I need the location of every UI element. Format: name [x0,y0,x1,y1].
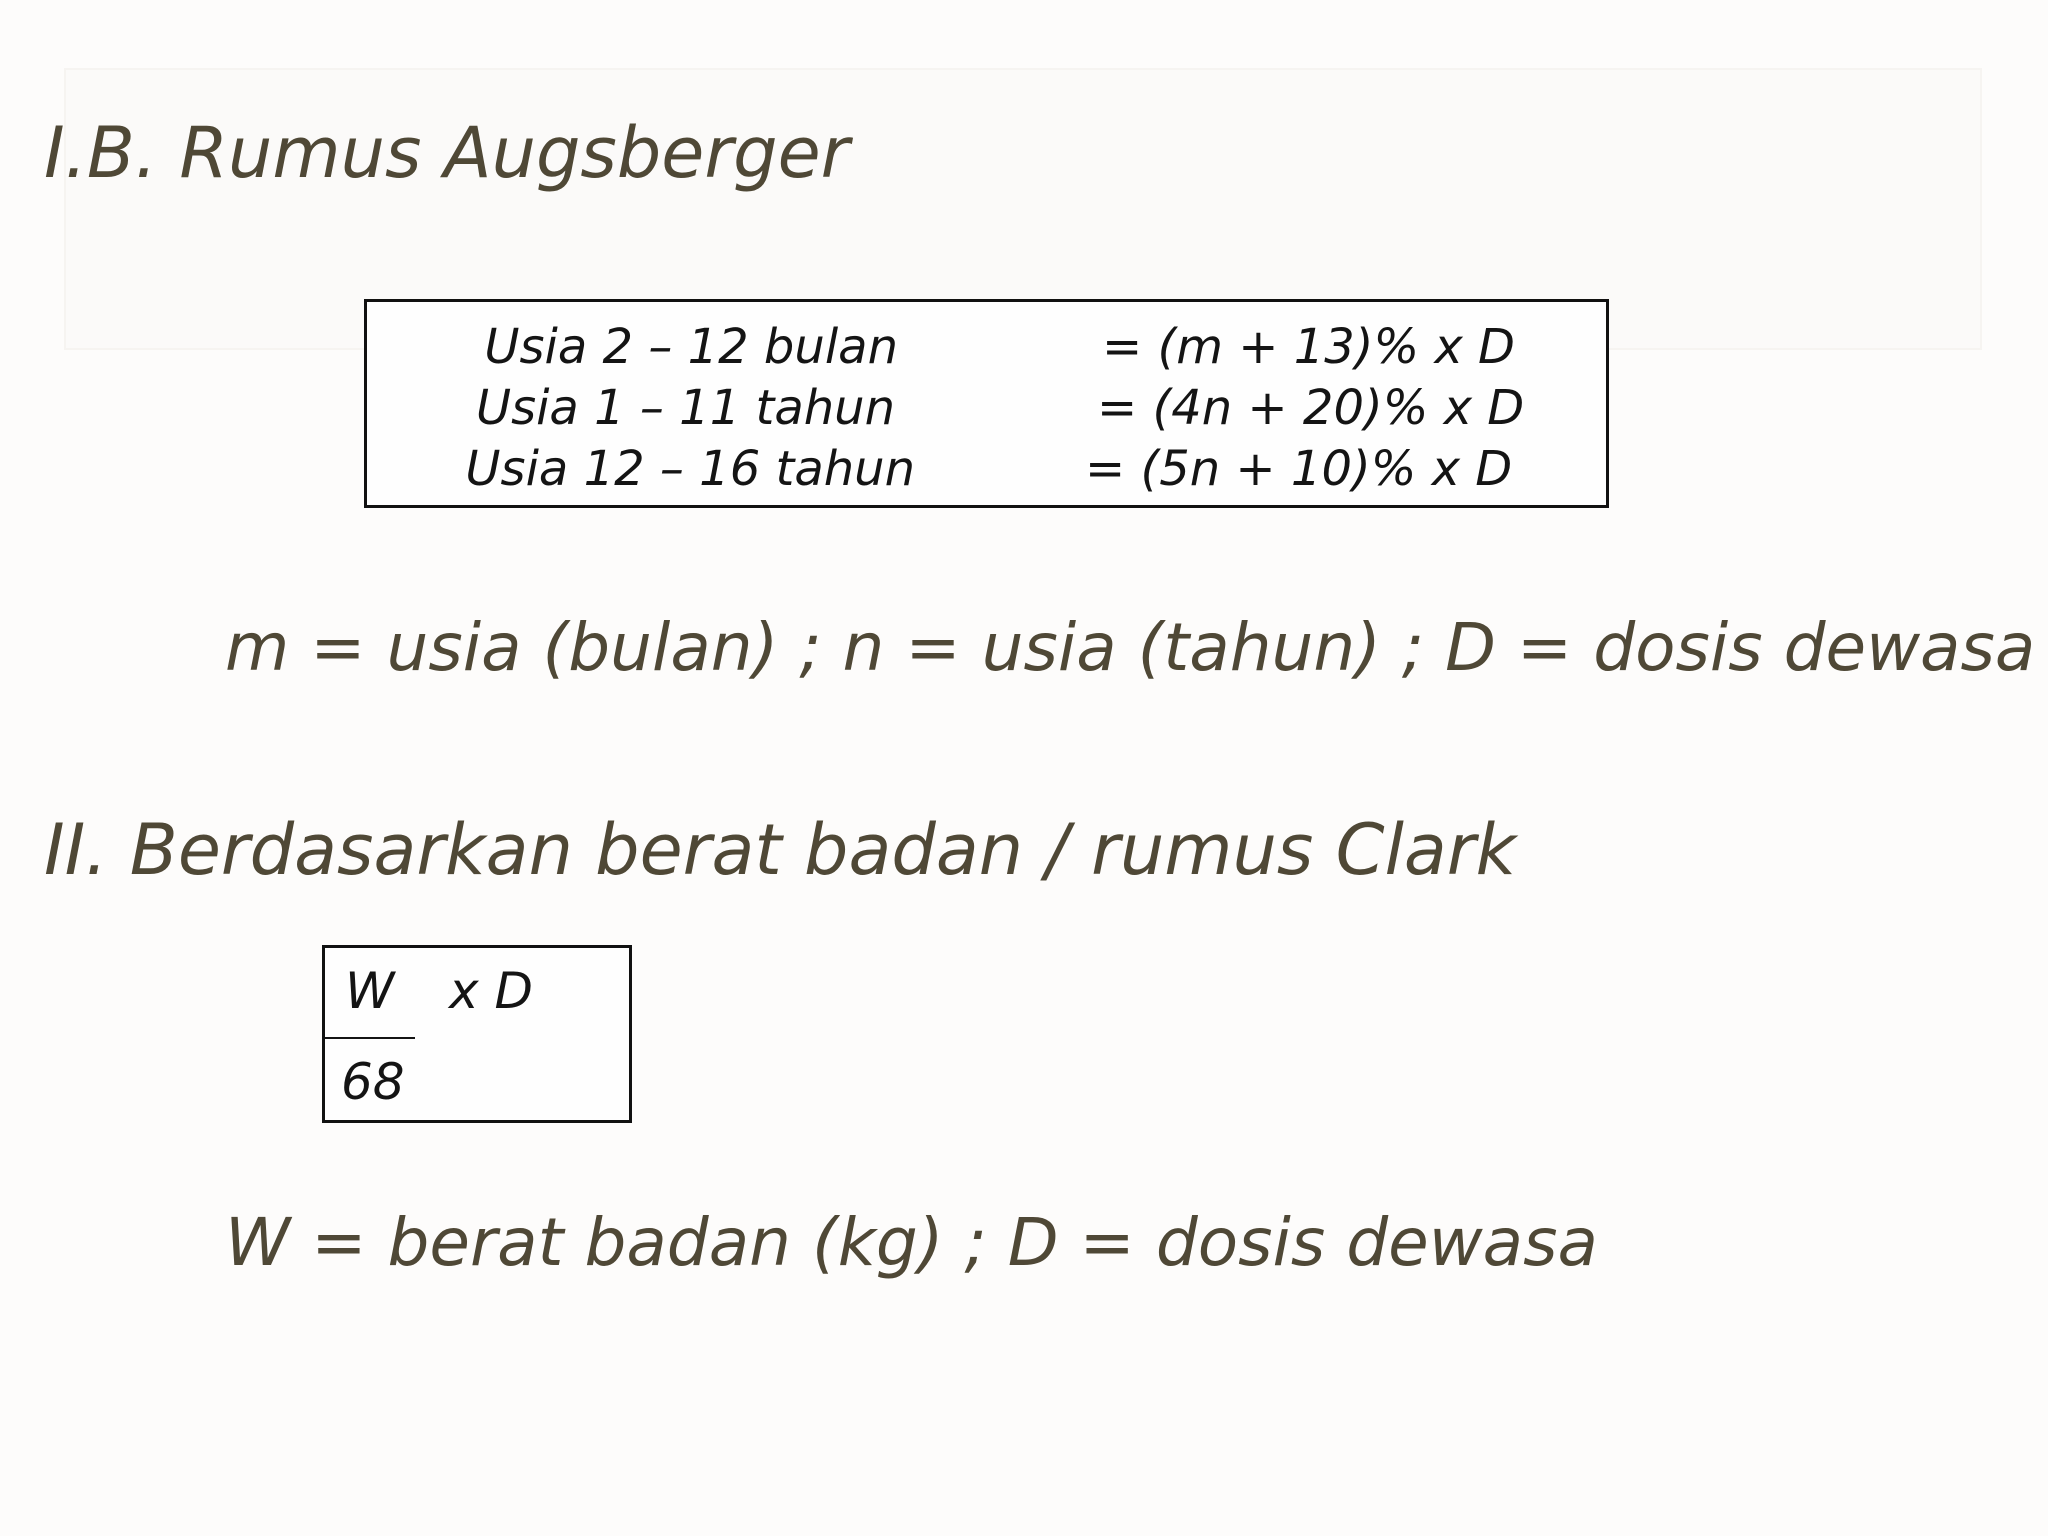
formula-row-2-12-months [367,318,1606,376]
clark-heading: II. Berdasarkan berat badan / rumus Clark [44,809,1517,891]
augsberger-variable-definitions: m = usia (bulan) ; n = usia (tahun) ; D = dosis dewasa [225,609,2036,686]
age-range-label: Usia 12 – 16 tahun [465,441,915,497]
augsberger-heading: I.B. Rumus Augsberger [44,112,850,194]
formula-row-12-16-years [367,440,1606,498]
fraction-bar [325,1037,415,1039]
dose-formula: = (5n + 10)% x D [1085,441,1513,497]
formula-row-1-11-years [367,379,1606,437]
dose-formula: = (m + 13)% x D [1102,319,1515,375]
augsberger-formula-box [364,299,1609,508]
clark-variable-definitions: W = berat badan (kg) ; D = dosis dewasa [225,1204,1598,1281]
age-range-label: Usia 2 – 12 bulan [484,319,898,375]
clark-numerator: W [345,962,395,1020]
age-range-label: Usia 1 – 11 tahun [475,380,895,436]
dose-formula: = (4n + 20)% x D [1097,380,1525,436]
clark-denominator: 68 [341,1053,405,1111]
clark-formula-box [322,945,632,1123]
clark-multiplier: x D [449,962,533,1020]
